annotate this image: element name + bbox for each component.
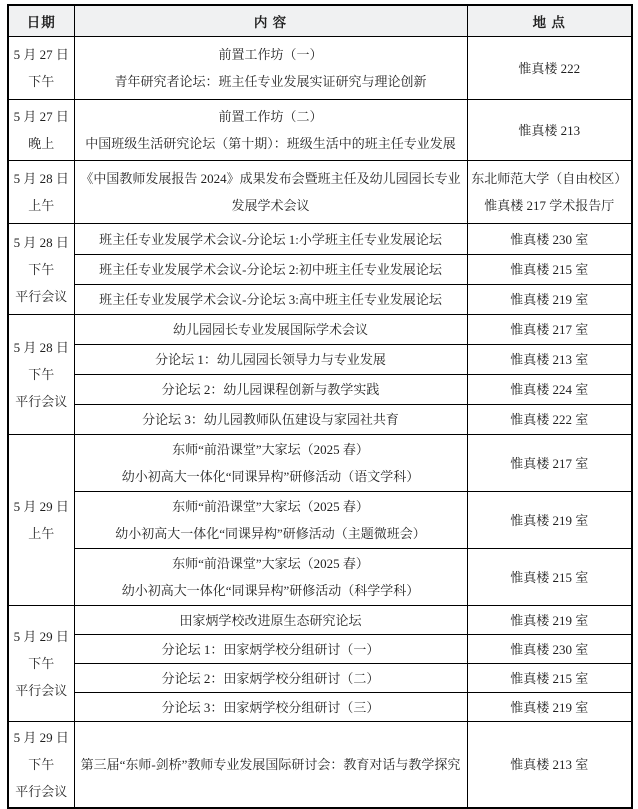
date-line: 5 月 29 日 bbox=[13, 499, 69, 514]
table-row bbox=[8, 100, 632, 161]
content-line: 幼小初高大一体化“同课异构”研修活动（语文学科） bbox=[121, 469, 420, 484]
table-row bbox=[8, 492, 632, 549]
location-line: 东北师范大学（自由校区） bbox=[471, 171, 628, 186]
content-cell bbox=[74, 693, 467, 722]
content-line: 分论坛 1：幼儿园园长领导力与专业发展 bbox=[155, 352, 386, 367]
date-line: 上午 bbox=[28, 526, 55, 541]
location-cell bbox=[467, 161, 632, 224]
location-line: 惟真楼 217 学术报告厅 bbox=[484, 198, 615, 213]
content-cell bbox=[74, 664, 467, 693]
location-line: 惟真楼 213 室 bbox=[510, 352, 589, 367]
content-line: 东师“前沿课堂”大家坛（2025 春） bbox=[172, 556, 369, 571]
table-row bbox=[8, 285, 632, 315]
location-line: 惟真楼 213 室 bbox=[510, 757, 589, 772]
date-line: 平行会议 bbox=[15, 683, 68, 698]
date-cell bbox=[8, 435, 74, 606]
location-line: 惟真楼 230 室 bbox=[510, 231, 589, 247]
content-cell bbox=[74, 224, 467, 255]
table-row bbox=[8, 435, 632, 492]
date-line: 上午 bbox=[28, 198, 55, 213]
location-line: 惟真楼 219 室 bbox=[510, 699, 589, 715]
location-line: 惟真楼 219 室 bbox=[510, 612, 589, 628]
content-cell bbox=[74, 635, 467, 664]
content-cell bbox=[74, 375, 467, 405]
date-line: 平行会议 bbox=[15, 784, 68, 799]
content-line: 第三届“东师-剑桥”教师专业发展国际研讨会：教育对话与教学探究 bbox=[80, 757, 461, 772]
date-line: 5 月 27 日 bbox=[13, 47, 69, 62]
table-row bbox=[8, 635, 632, 664]
column-header-location: 地 点 bbox=[467, 5, 632, 37]
location-line: 惟真楼 230 室 bbox=[510, 641, 589, 657]
table-row bbox=[8, 345, 632, 375]
location-cell bbox=[467, 635, 632, 664]
location-cell bbox=[467, 549, 632, 606]
date-line: 平行会议 bbox=[15, 288, 68, 304]
content-line: 分论坛 3：幼儿园教师队伍建设与家园社共育 bbox=[142, 412, 399, 427]
location-line: 惟真楼 215 室 bbox=[510, 670, 589, 686]
location-cell bbox=[467, 345, 632, 375]
date-line: 平行会议 bbox=[15, 394, 68, 409]
date-line: 下午 bbox=[28, 261, 55, 277]
table-row bbox=[8, 315, 632, 345]
location-cell bbox=[467, 375, 632, 405]
date-line: 5 月 28 日 bbox=[13, 234, 69, 250]
location-line: 惟真楼 215 室 bbox=[510, 262, 589, 277]
location-line: 惟真楼 215 室 bbox=[510, 569, 589, 585]
location-cell bbox=[467, 37, 632, 100]
location-cell bbox=[467, 224, 632, 255]
content-line: 青年研究者论坛：班主任专业发展实证研究与理论创新 bbox=[114, 74, 427, 89]
content-cell bbox=[74, 315, 467, 345]
content-cell bbox=[74, 722, 467, 809]
content-line: 东师“前沿课堂”大家坛（2025 春） bbox=[172, 442, 369, 457]
location-line: 惟真楼 217 室 bbox=[510, 455, 589, 471]
content-line: 分论坛 3：田家炳学校分组研讨（三） bbox=[161, 699, 380, 715]
table-row bbox=[8, 405, 632, 435]
date-cell bbox=[8, 100, 74, 161]
location-cell bbox=[467, 315, 632, 345]
content-line: 分论坛 2：幼儿园课程创新与教学实践 bbox=[161, 382, 380, 397]
content-line: 分论坛 2：田家炳学校分组研讨（二） bbox=[161, 670, 380, 686]
content-cell bbox=[74, 492, 467, 549]
content-line: 班主任专业发展学术会议-分论坛 3:高中班主任专业发展论坛 bbox=[99, 292, 442, 307]
location-cell bbox=[467, 285, 632, 315]
content-cell bbox=[74, 549, 467, 606]
location-cell bbox=[467, 664, 632, 693]
location-line: 惟真楼 219 室 bbox=[510, 512, 589, 528]
content-cell bbox=[74, 345, 467, 375]
date-cell bbox=[8, 722, 74, 809]
date-line: 5 月 29 日 bbox=[13, 629, 69, 644]
content-cell bbox=[74, 285, 467, 315]
date-line: 5 月 29 日 bbox=[13, 730, 69, 745]
location-cell bbox=[467, 405, 632, 435]
content-line: 幼儿园园长专业发展国际学术会议 bbox=[172, 322, 368, 337]
content-line: 幼小初高大一体化“同课异构”研修活动（科学学科） bbox=[121, 583, 420, 598]
location-cell bbox=[467, 435, 632, 492]
content-cell bbox=[74, 161, 467, 224]
content-line: 田家炳学校改进原生态研究论坛 bbox=[179, 612, 362, 628]
date-cell bbox=[8, 315, 74, 435]
content-cell bbox=[74, 37, 467, 100]
content-line: 前置工作坊（一） bbox=[218, 47, 323, 62]
date-line: 5 月 28 日 bbox=[13, 171, 69, 186]
location-line: 惟真楼 217 室 bbox=[510, 322, 589, 337]
table-row bbox=[8, 375, 632, 405]
location-line: 惟真楼 222 bbox=[518, 60, 581, 76]
content-line: 班主任专业发展学术会议-分论坛 1:小学班主任专业发展论坛 bbox=[99, 231, 442, 247]
schedule-table bbox=[7, 4, 633, 809]
content-line: 班主任专业发展学术会议-分论坛 2:初中班主任专业发展论坛 bbox=[99, 262, 442, 277]
date-cell bbox=[8, 161, 74, 224]
location-cell bbox=[467, 722, 632, 809]
table-row bbox=[8, 549, 632, 606]
date-line: 下午 bbox=[28, 74, 55, 89]
content-line: 东师“前沿课堂”大家坛（2025 春） bbox=[172, 499, 369, 514]
table-row bbox=[8, 722, 632, 809]
location-cell bbox=[467, 492, 632, 549]
header-row bbox=[8, 5, 632, 37]
content-line: 幼小初高大一体化“同课异构”研修活动（主题微班会） bbox=[115, 526, 426, 541]
table-row bbox=[8, 37, 632, 100]
content-line: 《中国教师发展报告 2024》成果发布会暨班主任及幼儿园园长专业发展学术会议 bbox=[80, 171, 461, 213]
location-line: 惟真楼 213 bbox=[518, 122, 581, 138]
content-line: 分论坛 1：田家炳学校分组研讨（一） bbox=[161, 641, 380, 657]
table-row bbox=[8, 224, 632, 255]
content-cell bbox=[74, 606, 467, 635]
location-cell bbox=[467, 100, 632, 161]
location-cell bbox=[467, 255, 632, 285]
table-row bbox=[8, 255, 632, 285]
date-line: 下午 bbox=[28, 656, 55, 671]
content-cell bbox=[74, 255, 467, 285]
table-row bbox=[8, 664, 632, 693]
column-header-date: 日期 bbox=[8, 5, 74, 37]
content-line: 中国班级生活研究论坛（第十期）：班级生活中的班主任专业发展 bbox=[85, 136, 456, 151]
date-line: 5 月 28 日 bbox=[13, 340, 69, 355]
date-cell bbox=[8, 37, 74, 100]
content-cell bbox=[74, 405, 467, 435]
date-line: 下午 bbox=[28, 367, 55, 382]
date-line: 下午 bbox=[28, 757, 55, 772]
date-cell bbox=[8, 606, 74, 722]
location-line: 惟真楼 222 室 bbox=[510, 412, 589, 427]
content-cell bbox=[74, 435, 467, 492]
location-line: 惟真楼 224 室 bbox=[510, 382, 589, 397]
table-row bbox=[8, 693, 632, 722]
location-cell bbox=[467, 693, 632, 722]
date-line: 晚上 bbox=[28, 136, 55, 151]
table-row bbox=[8, 161, 632, 224]
content-line: 前置工作坊（二） bbox=[218, 109, 323, 124]
table-row bbox=[8, 606, 632, 635]
location-line: 惟真楼 219 室 bbox=[510, 292, 589, 307]
column-header-content: 内 容 bbox=[74, 5, 467, 37]
date-cell bbox=[8, 224, 74, 315]
location-cell bbox=[467, 606, 632, 635]
date-line: 5 月 27 日 bbox=[13, 109, 69, 124]
content-cell bbox=[74, 100, 467, 161]
